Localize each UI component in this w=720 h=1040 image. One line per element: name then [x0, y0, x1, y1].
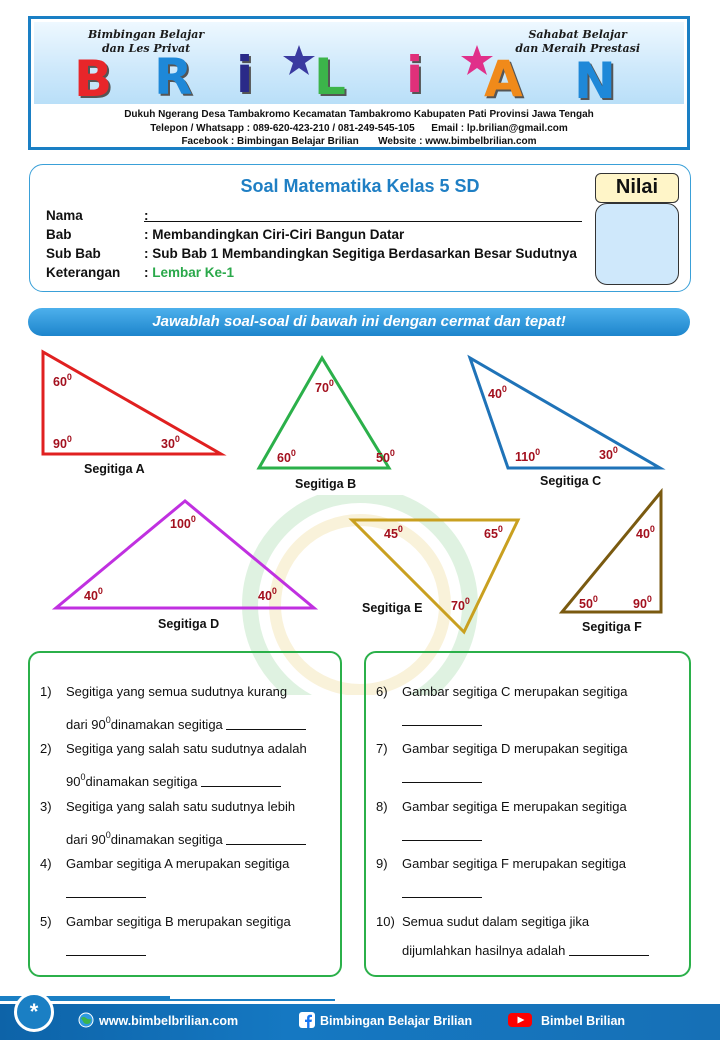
triangle-caption: Segitiga F [582, 620, 642, 634]
answer-blank[interactable] [402, 886, 482, 898]
info-label: Sub Bab [46, 246, 101, 261]
angle-label [384, 524, 403, 541]
angle-label [258, 586, 277, 603]
degree-sign: 0 [612, 445, 618, 455]
angle-value: 90 [53, 437, 67, 451]
logo-letter: N [574, 52, 616, 110]
angle-value: 40 [488, 387, 502, 401]
answer-blank[interactable] [226, 718, 306, 730]
angle-value: 45 [384, 527, 398, 541]
angle-value: 40 [258, 589, 272, 603]
footer-facebook-link[interactable]: Bimbingan Belajar Brilian [320, 1014, 473, 1028]
question-text-line2 [402, 821, 482, 850]
angle-label [488, 384, 507, 401]
degree-sign: 0 [397, 524, 403, 534]
answer-blank[interactable] [226, 833, 306, 845]
question-text: Segitiga yang salah satu sudutnya lebih [66, 799, 296, 814]
degree-sign: 0 [97, 586, 103, 596]
answer-blank[interactable] [402, 714, 482, 726]
nilai-label: Nilai [595, 173, 679, 203]
angle-value: 50 [376, 451, 390, 465]
degree-sign: 0 [646, 594, 652, 604]
degree-sign: 0 [66, 372, 72, 382]
question-text-line2 [66, 878, 146, 907]
degree-sign: 0 [105, 830, 111, 840]
degree-sign: 0 [290, 448, 296, 458]
question-text: Semua sudut dalam segitiga jika [402, 914, 590, 929]
nilai-score-box[interactable] [595, 203, 679, 285]
address-text: Dukuh Ngerang Desa Tambakromo Kecamatan Tambakromo Kabupaten Pati Provinsi Jawa Tengah [124, 109, 594, 120]
question-text: Segitiga yang semua sudutnya kurang [66, 684, 288, 699]
angle-value: 30 [599, 448, 613, 462]
info-value: : Sub Bab 1 Membandingkan Segitiga Berdasarkan Besar Sudutnya [144, 246, 577, 261]
answer-blank[interactable] [66, 944, 146, 956]
triangle-caption: Segitiga B [295, 477, 357, 491]
angle-value: 40 [84, 589, 98, 603]
degree-sign: 0 [464, 596, 470, 606]
info-value-prefix: : [144, 265, 153, 280]
questions-left-box [28, 651, 342, 977]
info-value [144, 265, 234, 280]
answer-blank[interactable] [402, 771, 482, 783]
question-text: dinamakan segitiga [110, 717, 227, 732]
question-number: 2) [40, 741, 52, 756]
info-label: Nama [46, 208, 83, 223]
angle-value: 60 [277, 451, 291, 465]
degree-sign: 0 [105, 715, 111, 725]
answer-blank[interactable] [66, 886, 146, 898]
worksheet-title: Soal Matematika Kelas 5 SD [240, 176, 480, 196]
degree-sign: 0 [535, 447, 541, 457]
youtube-icon [508, 1012, 532, 1028]
nama-input-line[interactable] [144, 221, 582, 222]
logo-letter: i [236, 46, 254, 104]
angle-value: 50 [579, 597, 593, 611]
question-number: 5) [40, 914, 52, 929]
question-number: 6) [376, 684, 388, 699]
question-text: Gambar segitiga B merupakan segitiga [66, 914, 291, 929]
question-text: Segitiga yang salah satu sudutnya adalah [66, 741, 307, 756]
question-number: 9) [376, 856, 388, 871]
question-text: dijumlahkan hasilnya adalah [402, 943, 569, 958]
triangle-caption: Segitiga A [84, 462, 145, 476]
angle-label [170, 514, 196, 531]
angle-label [633, 594, 652, 611]
footer-youtube-link[interactable]: Bimbel Brilian [541, 1014, 626, 1028]
answer-blank[interactable] [402, 829, 482, 841]
tagline-left-line2: dan Les Privat [101, 42, 191, 55]
facebook-icon [299, 1012, 315, 1028]
logo-letter: A [484, 50, 523, 108]
social-text: Facebook : Bimbingan Belajar Brilian Website : www.bimbelbrilian.com [181, 136, 537, 147]
degree-sign: 0 [174, 434, 180, 444]
angle-label [484, 524, 503, 541]
question-text: Gambar segitiga E merupakan segitiga [402, 799, 627, 814]
degree-sign: 0 [328, 378, 334, 388]
triangle-caption: Segitiga C [540, 474, 602, 488]
question-number: 4) [40, 856, 52, 871]
angle-label [636, 524, 655, 541]
question-text-line2 [402, 878, 482, 907]
footer-website-link[interactable]: www.bimbelbrilian.com [99, 1014, 239, 1028]
question-text-line2 [402, 936, 649, 965]
question-text: Gambar segitiga F merupakan segitiga [402, 856, 627, 871]
info-value: : [144, 208, 149, 223]
degree-sign: 0 [271, 586, 277, 596]
degree-sign: 0 [389, 448, 395, 458]
angle-label [161, 434, 180, 451]
question-text: Gambar segitiga D merupakan segitiga [402, 741, 628, 756]
triangle-figures [0, 340, 720, 640]
question-number: 8) [376, 799, 388, 814]
header-banner [28, 16, 690, 150]
triangle-caption: Segitiga E [362, 601, 423, 615]
angle-label [84, 586, 103, 603]
globe-icon [78, 1012, 94, 1028]
info-label: Keterangan [46, 265, 121, 280]
answer-blank[interactable] [569, 944, 649, 956]
angle-label [277, 448, 296, 465]
contact-text: Telepon / Whatsapp : 089-620-423-210 / 081-249-545-105 Email : lp.brilian@gmail.com [150, 122, 568, 134]
question-text-line2 [402, 706, 482, 735]
degree-sign: 0 [80, 772, 86, 782]
angle-label [315, 378, 334, 395]
info-label: Bab [46, 227, 72, 242]
angle-value: 70 [315, 381, 329, 395]
angle-value: 110 [515, 450, 536, 464]
angle-label [376, 448, 395, 465]
angle-value: 30 [161, 437, 175, 451]
question-number: 10) [376, 914, 395, 929]
angle-value: 70 [451, 599, 465, 613]
degree-sign: 0 [190, 514, 196, 524]
angle-label [599, 445, 618, 462]
logo-letter: i [406, 46, 424, 104]
footer-stripe [170, 999, 335, 1001]
angle-value: 40 [636, 527, 650, 541]
instruction-bar: Jawablah soal-soal di bawah ini dengan cermat dan tepat! [28, 308, 690, 336]
worksheet-info-box [29, 164, 691, 292]
banner-art [34, 22, 684, 110]
tagline-left-line1: Bimbingan Belajar [88, 28, 205, 41]
question-text-line2 [66, 936, 146, 965]
answer-blank[interactable] [201, 775, 281, 787]
question-text: dinamakan segitiga [85, 774, 202, 789]
angle-label [579, 594, 598, 611]
question-text: Gambar segitiga C merupakan segitiga [402, 684, 628, 699]
angle-value: 100 [170, 517, 191, 531]
degree-sign: 0 [501, 384, 507, 394]
footer-badge: * [14, 992, 54, 1032]
logo-letter: L [314, 48, 346, 106]
triangles-svg [0, 340, 720, 640]
angle-value: 90 [633, 597, 647, 611]
logo-letter: R [154, 48, 193, 106]
degree-sign: 0 [497, 524, 503, 534]
question-text: dari 90 [66, 717, 106, 732]
question-number: 1) [40, 684, 52, 699]
angle-label [515, 447, 540, 464]
question-text: Gambar segitiga A merupakan segitiga [66, 856, 290, 871]
question-text: dari 90 [66, 832, 106, 847]
degree-sign: 0 [66, 434, 72, 444]
tagline-right-line1: Sahabat Belajar [528, 28, 627, 41]
question-number: 3) [40, 799, 52, 814]
angle-label [53, 434, 72, 451]
question-text: 90 [66, 774, 81, 789]
question-number: 7) [376, 741, 388, 756]
question-text: dinamakan segitiga [110, 832, 227, 847]
angle-label [53, 372, 72, 389]
question-text-line2 [402, 763, 482, 792]
tagline-right-line2: dan Meraih Prestasi [515, 42, 640, 55]
triangle-caption: Segitiga D [158, 617, 220, 631]
questions-right-box [364, 651, 691, 977]
degree-sign: 0 [592, 594, 598, 604]
degree-sign: 0 [649, 524, 655, 534]
angle-label [451, 596, 470, 613]
triangle-c [470, 358, 660, 468]
logo-letter: B [74, 50, 113, 108]
sheet-number: Lembar Ke-1 [152, 265, 235, 280]
angle-value: 60 [53, 375, 67, 389]
angle-value: 65 [484, 527, 498, 541]
banner-contact [31, 108, 687, 149]
info-value: : Membandingkan Ciri-Ciri Bangun Datar [144, 227, 405, 242]
